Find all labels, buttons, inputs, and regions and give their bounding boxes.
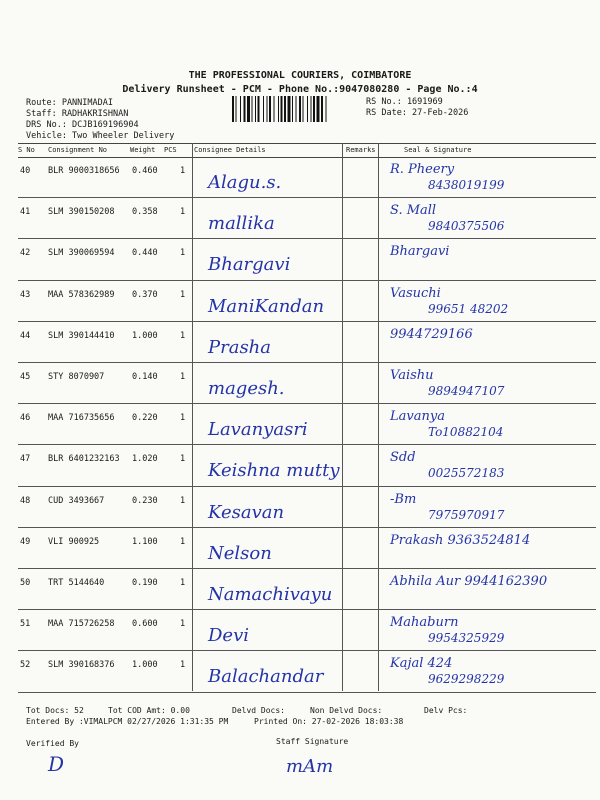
- row-phone: 9629298229: [428, 672, 505, 687]
- col-seal-signature: Seal & Signature: [404, 146, 472, 154]
- row-sno: 44: [20, 330, 31, 341]
- row-sno: 42: [20, 248, 31, 259]
- staff-signature: mAm: [286, 756, 334, 777]
- entered-by: Entered By :VIMALPCM 02/27/2026 1:31:35 PM: [26, 717, 229, 726]
- col-pcs: PCS: [164, 146, 177, 154]
- row-pcs: 1: [180, 454, 186, 465]
- table-row: [18, 650, 596, 692]
- row-consignment-no: BLR 6401232163: [48, 454, 120, 465]
- row-phone: 9894947107: [428, 384, 505, 398]
- table-row: [18, 486, 596, 528]
- non-delivered-docs: Non Delvd Docs:: [310, 706, 383, 715]
- table-row: [18, 609, 596, 651]
- row-sno: 49: [20, 536, 31, 547]
- row-weight: 1.000: [132, 660, 158, 671]
- runsheet-subtitle: Delivery Runsheet - PCM - Phone No.:9047080280 - Page No.:4: [122, 84, 478, 95]
- row-consignment-no: VLI 900925: [48, 536, 100, 547]
- row-sno: 45: [20, 372, 31, 382]
- total-cod-amount: Tot COD Amt: 0.00: [108, 706, 190, 715]
- row-consignee-name: Nelson: [208, 542, 272, 564]
- table-row: [18, 197, 596, 239]
- row-weight: 0.358: [132, 207, 158, 218]
- col-consignee: Consignee Details: [194, 146, 266, 154]
- row-sno: 52: [20, 660, 31, 671]
- table-row: [18, 321, 596, 363]
- col-remarks: Remarks: [346, 146, 376, 154]
- row-sno: 47: [20, 454, 31, 465]
- table-row: [18, 280, 596, 322]
- delivered-docs: Delvd Docs:: [232, 706, 285, 715]
- row-consignment-no: SLM 390069594: [48, 248, 115, 259]
- row-consignee-name: Kesavan: [208, 501, 285, 523]
- row-pcs: 1: [180, 660, 186, 671]
- row-pcs: 1: [180, 372, 186, 382]
- row-weight: 0.190: [132, 578, 158, 588]
- row-signature: Vaishu: [390, 368, 434, 383]
- row-pcs: 1: [180, 495, 186, 506]
- table-row: [18, 403, 596, 445]
- row-weight: 0.370: [132, 289, 158, 300]
- barcode: [232, 96, 360, 122]
- row-signature: S. Mall: [390, 203, 437, 219]
- row-sno: 48: [20, 495, 31, 506]
- row-sno: 43: [20, 289, 31, 300]
- row-consignment-no: SLM 390168376: [48, 660, 115, 671]
- route: Route: PANNIMADAI: [26, 98, 113, 108]
- row-signature: R. Pheery: [390, 162, 455, 177]
- row-phone: 9840375506: [428, 219, 505, 234]
- row-pcs: 1: [180, 289, 186, 300]
- rs-date: RS Date: 27-Feb-2026: [366, 108, 469, 118]
- row-pcs: 1: [180, 619, 186, 630]
- row-consignee-name: Keishna mutty: [208, 460, 340, 482]
- row-phone: 9954325929: [428, 631, 505, 646]
- row-consignee-name: Bhargavi: [208, 254, 291, 276]
- col-weight: Weight: [130, 146, 156, 154]
- row-signature: Abhila Aur 9944162390: [390, 574, 548, 589]
- row-consignee-name: Balachandar: [208, 666, 324, 688]
- row-pcs: 1: [180, 248, 186, 259]
- row-weight: 0.600: [132, 619, 158, 630]
- row-signature: Sdd: [390, 450, 416, 466]
- verified-signature: D: [48, 752, 65, 776]
- row-phone: 0025572183: [428, 466, 505, 481]
- row-signature: Lavanya: [390, 409, 445, 425]
- row-consignee-name: Devi: [208, 625, 250, 647]
- col-consignment: Consignment No: [48, 146, 108, 154]
- row-consignee-name: Lavanyasri: [208, 419, 308, 441]
- row-sno: 51: [20, 619, 31, 630]
- row-signature: Bhargavi: [390, 244, 450, 260]
- row-weight: 0.440: [132, 248, 158, 259]
- table-row: [18, 238, 596, 280]
- staff-signature-label: Staff Signature: [276, 737, 349, 746]
- company-title: THE PROFESSIONAL COURIERS, COIMBATORE: [188, 70, 412, 81]
- row-sno: 41: [20, 207, 31, 218]
- table-row: [18, 568, 596, 610]
- row-consignee-name: Prasha: [208, 336, 272, 358]
- row-sno: 46: [20, 413, 31, 424]
- row-weight: 1.020: [132, 454, 158, 465]
- total-docs: Tot Docs: 52: [26, 706, 84, 715]
- row-consignee-name: Namachivayu: [208, 584, 333, 605]
- row-consignment-no: STY 8070907: [48, 372, 105, 382]
- vehicle: Vehicle: Two Wheeler Delivery: [26, 131, 175, 141]
- row-phone: 8438019199: [428, 178, 505, 192]
- row-pcs: 1: [180, 413, 186, 424]
- row-consignment-no: TRT 5144640: [48, 578, 105, 588]
- row-signature: -Bm: [390, 491, 417, 507]
- row-consignment-no: SLM 390144410: [48, 330, 115, 341]
- row-sno: 40: [20, 166, 31, 176]
- row-consignee-name: mallika: [208, 213, 275, 235]
- row-consignment-no: MAA 578362989: [48, 289, 115, 300]
- row-pcs: 1: [180, 166, 186, 176]
- col-sno: S No: [18, 146, 35, 154]
- row-pcs: 1: [180, 330, 186, 341]
- row-phone: 99651 48202: [428, 301, 509, 316]
- rs-number: RS No.: 1691969: [366, 97, 443, 107]
- row-phone: To10882104: [428, 425, 504, 440]
- table-row: [18, 362, 596, 404]
- row-signature: Vasuchi: [390, 285, 441, 301]
- row-pcs: 1: [180, 207, 186, 218]
- row-signature: Prakash 9363524814: [390, 532, 531, 548]
- row-pcs: 1: [180, 578, 186, 588]
- row-weight: 0.220: [132, 413, 158, 424]
- row-pcs: 1: [180, 536, 186, 547]
- row-weight: 0.140: [132, 372, 158, 382]
- table-row: [18, 444, 596, 486]
- row-weight: 1.100: [132, 536, 158, 547]
- row-signature: Kajal 424: [390, 656, 453, 672]
- printed-on: Printed On: 27-02-2026 18:03:38: [254, 717, 404, 726]
- verified-by-label: Verified By: [26, 739, 79, 748]
- staff: Staff: RADHAKRISHNAN: [26, 109, 129, 119]
- row-consignment-no: MAA 715726258: [48, 619, 115, 630]
- row-phone: 7975970917: [428, 507, 505, 522]
- drs-number: DRS No.: DCJB169196904: [26, 120, 139, 130]
- table-row: [18, 156, 596, 198]
- row-sno: 50: [20, 578, 31, 588]
- row-signature: Mahaburn: [390, 615, 459, 631]
- row-signature: 9944729166: [390, 326, 473, 342]
- row-consignment-no: MAA 716735656: [48, 413, 115, 424]
- row-consignee-name: ManiKandan: [208, 295, 325, 317]
- row-weight: 1.000: [132, 330, 158, 341]
- row-weight: 0.460: [132, 166, 158, 176]
- row-consignee-name: magesh.: [208, 378, 285, 399]
- table-row: [18, 527, 596, 569]
- row-consignment-no: BLR 9000318656: [48, 166, 120, 176]
- row-consignee-name: Alagu.s.: [208, 172, 282, 193]
- delivered-pcs: Delv Pcs:: [424, 706, 468, 715]
- row-consignment-no: SLM 390150208: [48, 207, 115, 218]
- row-consignment-no: CUD 3493667: [48, 495, 105, 506]
- row-weight: 0.230: [132, 495, 158, 506]
